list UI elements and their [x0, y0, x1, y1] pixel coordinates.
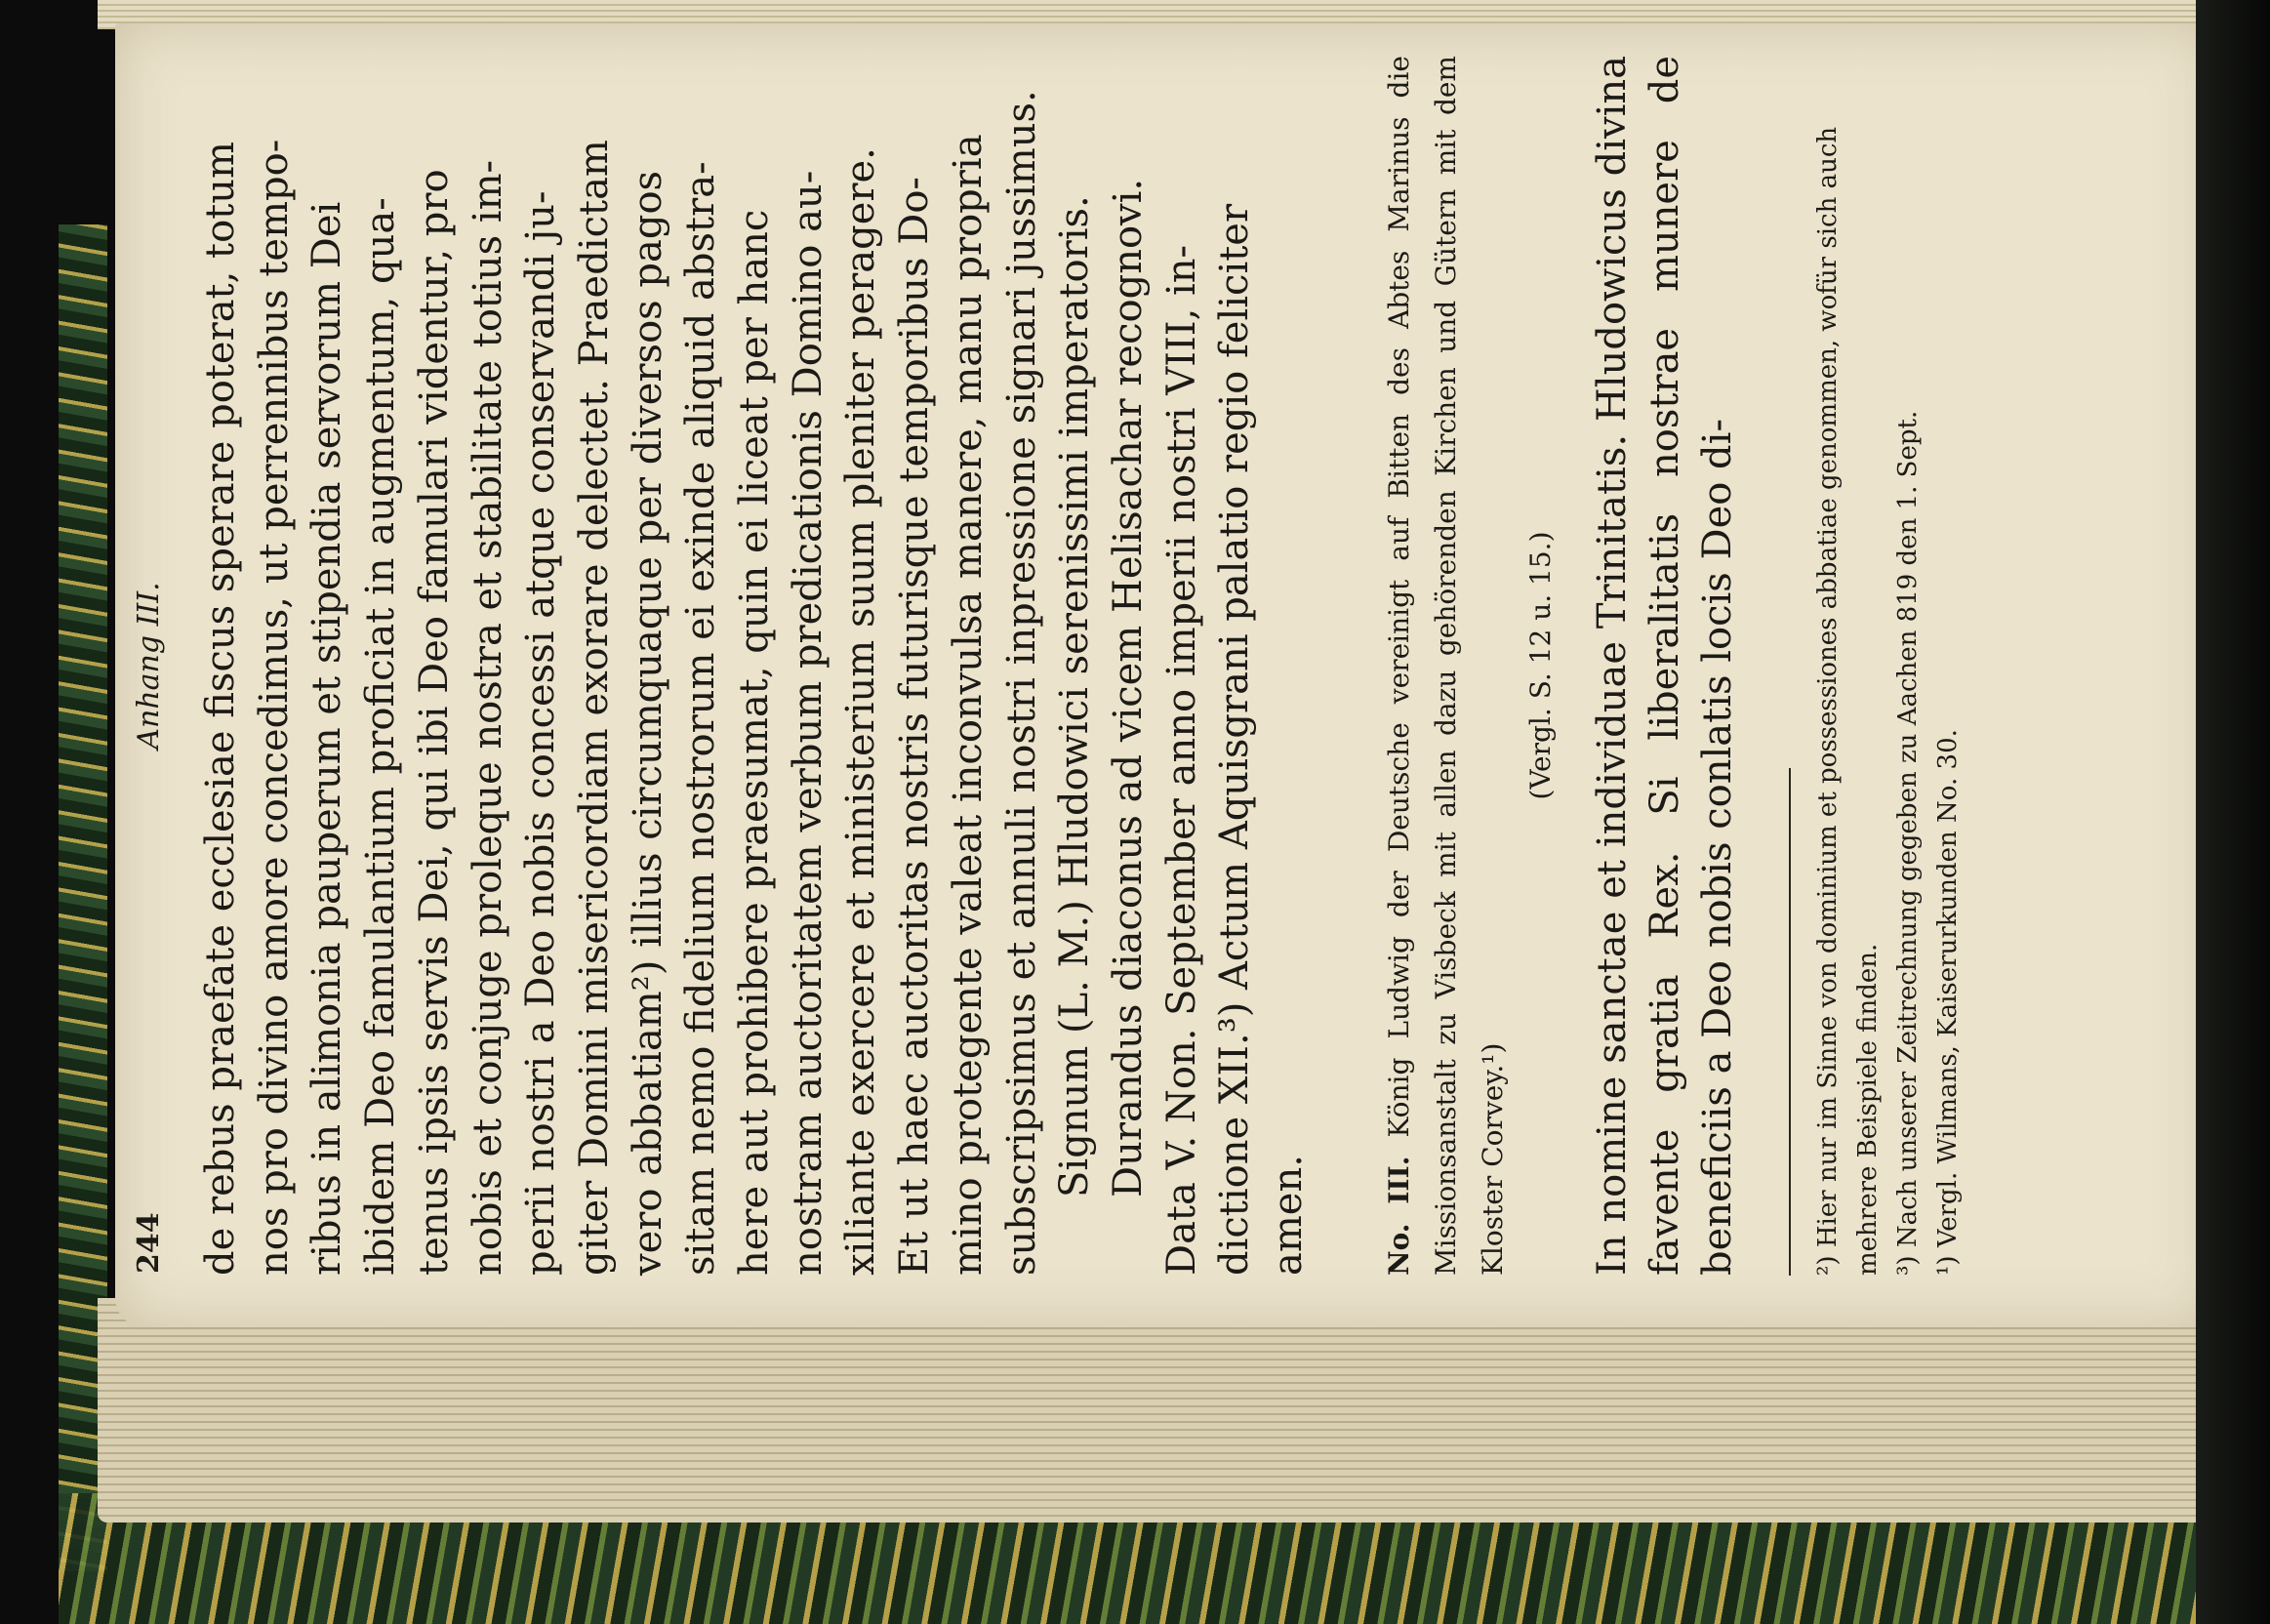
text-line: nostram auctoritatem verbum predicationis Domino au- — [785, 170, 831, 1276]
cross-reference: (Vergl. S. 12 u. 15.) — [1523, 531, 1557, 800]
document-number: No. III. — [1382, 1156, 1415, 1276]
footnote: ²) Hier nur im Sinne von dominium et possessiones abbatiae genommen, wofür sich auch mehrere Beispiele finden. — [1812, 126, 1883, 1276]
text-line: here aut prohibere praesumat, quin ei liceat per hanc — [732, 209, 778, 1276]
footnote-rule — [1789, 768, 1791, 1276]
page-edges-bottom — [98, 1298, 2220, 1522]
text-line: nos pro divino amore concedimus, ut perrennibus tempo- — [251, 139, 297, 1276]
running-title: Anhang III. — [132, 582, 166, 750]
text-line: subscripsimus et annuli nostri inpressione signari jussimus. — [998, 90, 1044, 1276]
running-head — [130, 46, 188, 1285]
text-line: perii nostri a Deo nobis concessi atque conservandi ju- — [518, 190, 564, 1276]
page-content — [130, 46, 2140, 1285]
text-line: vero abbatiam²) illius circumquaque per diversos pagos — [625, 170, 670, 1276]
main-text — [194, 56, 1316, 1276]
page-number: 244 — [132, 1212, 166, 1274]
footnotes — [1808, 56, 1968, 1276]
text-line: Data V. Non. September anno imperii nostri VIII, in- — [1158, 244, 1204, 1276]
text-line: Durandus diaconus ad vicem Helisachar recognovi. — [1105, 178, 1151, 1198]
document-summary: König Ludwig der Deutsche vereinigt auf Bitten des Abtes Marinus die Missionsanstalt zu Visbeck mit allen dazu gehörenden Kirchen und Gütern mit dem Kloster Corvey.¹) — [1382, 56, 1509, 1276]
footnote: ¹) Vergl. Wilmans, Kaiserurkunden No. 30. — [1932, 729, 1963, 1276]
book-spine — [2196, 0, 2270, 1624]
text-line: Signum (L. M.) Hludowici serenissimi imperatoris. — [1052, 195, 1098, 1198]
text-line: dictione XII.³) Actum Aquisgrani palatio regio feliciter — [1212, 203, 1258, 1276]
text-line: nobis et conjuge proleque nostra et stabilitate totius im- — [465, 159, 510, 1276]
text-line: Et ut haec auctoritas nostris futurisque temporibus Do- — [892, 177, 938, 1276]
text-line: sitam nemo fidelium nostrorum ei exinde aliquid abstra- — [678, 161, 724, 1276]
text-line: ibidem Deo famulantium proficiat in augmentum, qua- — [358, 197, 404, 1276]
text-line: ribus in alimonia pauperum et stipendia servorum Dei — [304, 201, 350, 1276]
text-line: amen. — [1266, 1155, 1312, 1276]
document-body: In nomine sanctae et individuae Trinitatis. Hludowicus divina favente gratia Rex. Si liberalitatis nostrae munere de beneficiis a Deo nobis conlatis locis Deo di- — [1589, 56, 1740, 1276]
text-line: de rebus praefate ecclesiae fiscus sperare poterat, totum — [198, 142, 243, 1276]
text-line: xiliante exercere et ministerium suum pleniter peragere. — [838, 147, 884, 1276]
document-heading — [1376, 56, 1517, 1276]
footnote: ³) Nach unserer Zeitrechnung gegeben zu Aachen 819 den 1. Sept. — [1892, 410, 1923, 1276]
text-line: tenus ipsis servis Dei, qui ibi Deo famulari videntur, pro — [411, 169, 457, 1276]
text-line: mino protegente valeat inconvulsa manere, manu propria — [945, 134, 991, 1276]
text-line: giter Domini misericordiam exorare delectet. Praedictam — [571, 140, 617, 1276]
